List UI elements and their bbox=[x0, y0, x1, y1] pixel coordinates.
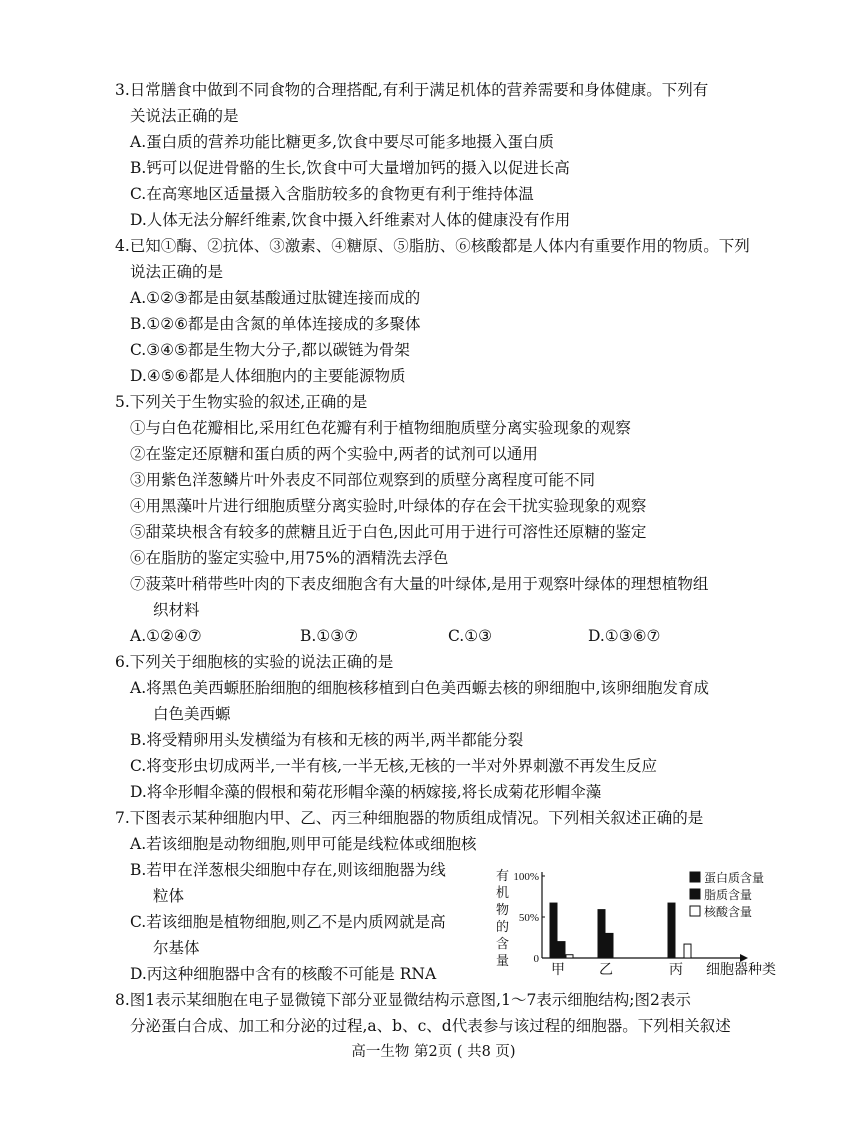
q3-stem-cont: 关说法正确的是 bbox=[130, 107, 239, 125]
q3-option-d: D.人体无法分解纤维素,饮食中摄入纤维素对人体的健康没有作用 bbox=[130, 211, 571, 229]
q6-option-b: B.将受精卵用头发横缢为有核和无核的两半,两半都能分裂 bbox=[130, 731, 524, 749]
q5-statement-5: ⑤甜菜块根含有较多的蔗糖且近于白色,因此可用于进行可溶性还原糖的鉴定 bbox=[130, 523, 647, 541]
organelle-composition-chart bbox=[490, 866, 790, 986]
q5-option-a: A.①②④⑦ bbox=[130, 627, 202, 645]
q4-option-d: D.④⑤⑥都是人体细胞内的主要能源物质 bbox=[130, 367, 406, 385]
q4-stem: 4.已知①酶、②抗体、③激素、④糖原、⑤脂肪、⑥核酸都是人体内有重要作用的物质。下列 bbox=[115, 237, 750, 255]
legend-label: 蛋白质含量 bbox=[704, 871, 765, 885]
q6-option-d: D.将伞形帽伞藻的假根和菊花形帽伞藻的柄嫁接,将长成菊花形帽伞藻 bbox=[130, 783, 602, 801]
y-axis-label-char: 有 bbox=[496, 868, 510, 883]
q6-stem: 6.下列关于细胞核的实验的说法正确的是 bbox=[115, 653, 394, 671]
q6-option-c: C.将变形虫切成两半,一半有核,一半无核,无核的一半对外界刺激不再发生反应 bbox=[130, 757, 658, 775]
q5-stem: 5.下列关于生物实验的叙述,正确的是 bbox=[115, 393, 368, 411]
q6-option-a-cont: 白色美西螈 bbox=[153, 705, 231, 723]
bar bbox=[684, 944, 691, 958]
q7-option-c: C.若该细胞是植物细胞,则乙不是内质网就是高 bbox=[130, 913, 446, 931]
x-tick-label: 甲 bbox=[551, 963, 565, 978]
legend-swatch bbox=[690, 872, 700, 882]
q7-option-a: A.若该细胞是动物细胞,则甲可能是线粒体或细胞核 bbox=[130, 835, 477, 853]
y-axis-label-char: 量 bbox=[496, 953, 510, 968]
q4-option-a: A.①②③都是由氨基酸通过肽键连接而成的 bbox=[130, 289, 421, 307]
y-tick-label: 0 bbox=[533, 953, 539, 965]
q7-option-d: D.丙这种细胞器中含有的核酸不可能是 RNA bbox=[130, 965, 437, 983]
q3-option-c: C.在高寒地区适量摄入含脂肪较多的食物更有利于维持体温 bbox=[130, 185, 534, 203]
bar bbox=[566, 955, 573, 958]
q5-option-b: B.①③⑦ bbox=[300, 627, 359, 645]
legend-swatch bbox=[690, 906, 700, 916]
q7-stem: 7.下图表示某种细胞内甲、乙、丙三种细胞器的物质组成情况。下列相关叙述正确的是 bbox=[115, 809, 704, 827]
q3-option-b: B.钙可以促进骨骼的生长,饮食中可大量增加钙的摄入以促进长高 bbox=[130, 159, 570, 177]
y-tick-label: 100% bbox=[513, 871, 539, 883]
q4-option-b: B.①②⑥都是由含氮的单体连接成的多聚体 bbox=[130, 315, 421, 333]
q5-statement-4: ④用黑藻叶片进行细胞质壁分离实验时,叶绿体的存在会干扰实验现象的观察 bbox=[130, 497, 647, 515]
q7-option-b-cont: 粒体 bbox=[153, 887, 185, 905]
page-footer: 高一生物 第2页 ( 共8 页) bbox=[351, 1044, 516, 1060]
bar bbox=[550, 903, 557, 958]
q5-statement-3: ③用紫色洋葱鳞片叶外表皮不同部位观察到的质壁分离程度可能不同 bbox=[130, 471, 596, 489]
q4-stem-cont: 说法正确的是 bbox=[130, 263, 224, 281]
bar bbox=[668, 903, 675, 958]
x-tick-label: 丙 bbox=[669, 963, 683, 978]
q5-statement-7-cont: 织材料 bbox=[153, 601, 200, 619]
q7-option-b: B.若甲在洋葱根尖细胞中存在,则该细胞器为线 bbox=[130, 861, 446, 879]
q3-option-a: A.蛋白质的营养功能比糖更多,饮食中要尽可能多地摄入蛋白质 bbox=[130, 133, 555, 151]
q5-statement-2: ②在鉴定还原糖和蛋白质的两个实验中,两者的试剂可以通用 bbox=[130, 445, 538, 463]
x-axis-arrow bbox=[740, 954, 748, 962]
x-tick-label: 乙 bbox=[599, 963, 613, 978]
y-axis-label-char: 物 bbox=[496, 902, 510, 917]
q3-stem: 3.日常膳食中做到不同食物的合理搭配,有利于满足机体的营养需要和身体健康。下列有 bbox=[115, 81, 709, 99]
legend-label: 核酸含量 bbox=[704, 905, 753, 919]
bar bbox=[598, 910, 605, 958]
legend-label: 脂质含量 bbox=[704, 888, 753, 902]
q8-stem-cont: 分泌蛋白合成、加工和分泌的过程,a、b、c、d代表参与该过程的细胞器。下列相关叙述 bbox=[130, 1017, 731, 1035]
q5-statement-6: ⑥在脂肪的鉴定实验中,用75%的酒精洗去浮色 bbox=[130, 549, 449, 567]
y-axis-label-char: 的 bbox=[496, 919, 510, 934]
y-tick-label: 50% bbox=[518, 912, 539, 924]
q6-option-a: A.将黑色美西螈胚胎细胞的细胞核移植到白色美西螈去核的卵细胞中,该卵细胞发育成 bbox=[130, 679, 710, 697]
q5-statement-7: ⑦菠菜叶稍带些叶肉的下表皮细胞含有大量的叶绿体,是用于观察叶绿体的理想植物组 bbox=[130, 575, 709, 593]
q8-stem: 8.图1表示某细胞在电子显微镜下部分亚显微结构示意图,1～7表示细胞结构;图2表示 bbox=[115, 991, 691, 1009]
q4-option-c: C.③④⑤都是生物大分子,都以碳链为骨架 bbox=[130, 341, 410, 359]
bar bbox=[606, 933, 613, 958]
q5-option-c: C.①③ bbox=[448, 627, 493, 645]
legend-swatch bbox=[690, 889, 700, 899]
y-axis-label-char: 机 bbox=[496, 885, 510, 900]
q5-statement-1: ①与白色花瓣相比,采用红色花瓣有利于植物细胞质壁分离实验现象的观察 bbox=[130, 419, 631, 437]
q5-option-d: D.①③⑥⑦ bbox=[588, 627, 661, 645]
x-axis-label: 细胞器种类 bbox=[706, 963, 776, 978]
y-axis-label-char: 含 bbox=[496, 936, 510, 951]
q7-option-c-cont: 尔基体 bbox=[153, 939, 200, 957]
bar bbox=[558, 942, 565, 958]
